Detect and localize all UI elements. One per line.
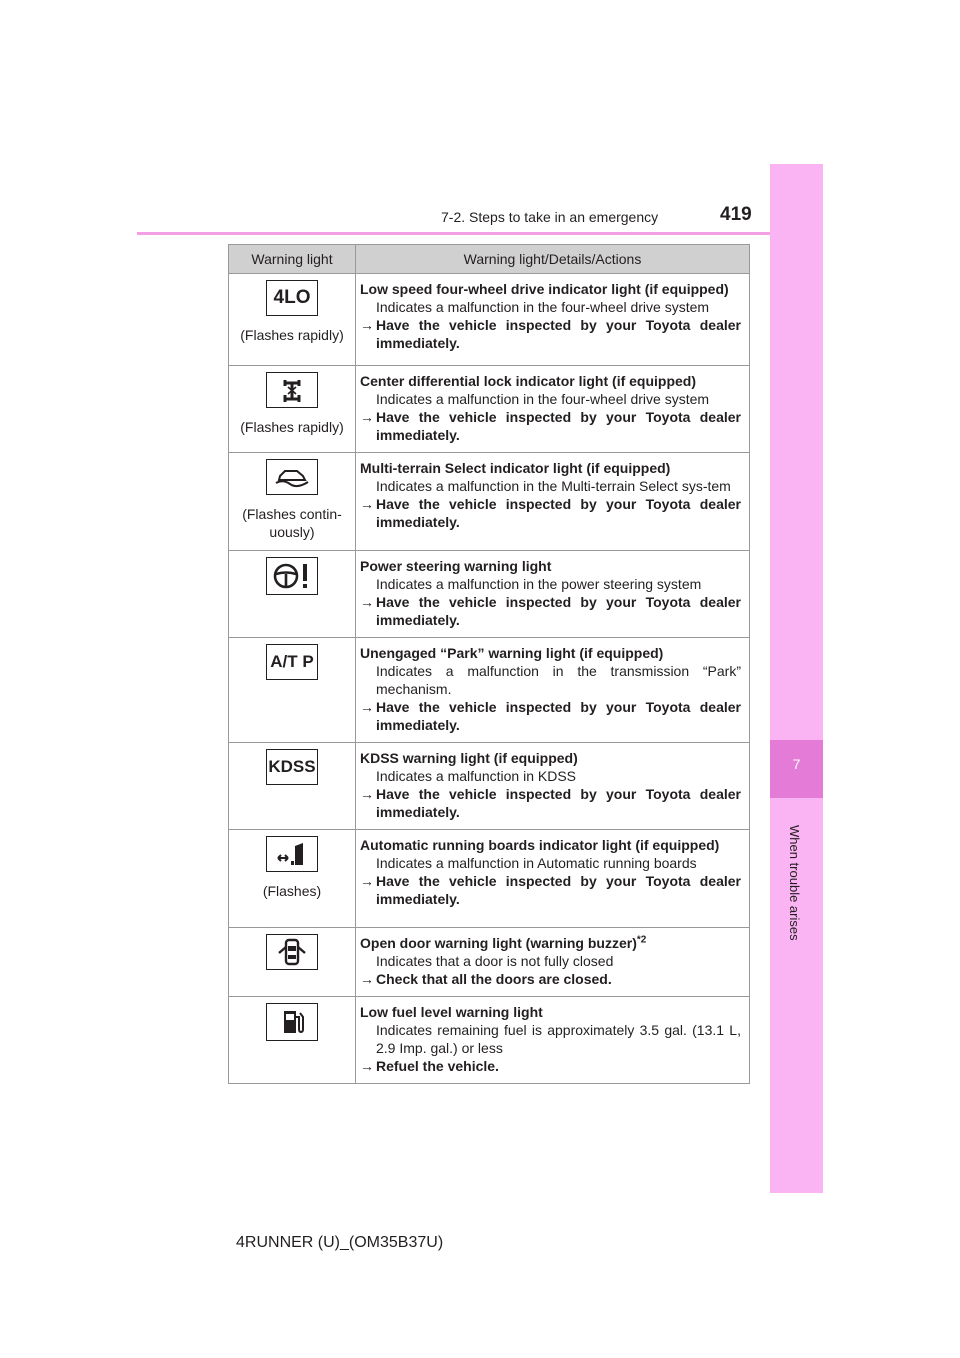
detail-cell — [356, 274, 750, 366]
header-rule — [137, 232, 823, 235]
icon-cell — [229, 830, 356, 928]
icon-note: (Flashes) — [262, 883, 322, 899]
row-title: Low fuel level warning light — [360, 1004, 543, 1020]
arrow-icon: → — [360, 1058, 374, 1074]
row-description: Indicates a malfunction in the Multi-terrain Select sys-tem — [376, 478, 731, 494]
footnote-marker: *2 — [636, 934, 647, 946]
icon-cell — [229, 638, 356, 743]
row-action: → Refuel the vehicle. — [360, 1058, 499, 1074]
row-action: → Have the vehicle inspected by your Toyota dealer immediately. — [360, 873, 741, 907]
icon-cell — [229, 743, 356, 830]
row-description: Indicates a malfunction in the power steering system — [376, 576, 702, 592]
table-row — [229, 366, 750, 453]
arrow-icon: → — [360, 786, 374, 802]
row-action: → Have the vehicle inspected by your Toyota dealer immediately. — [360, 699, 741, 733]
table-header-row — [229, 245, 750, 274]
arrow-icon: → — [360, 971, 374, 987]
kdss-icon: KDSS — [266, 749, 318, 785]
row-title: Open door warning light (warning buzzer)$^{*2}$ — [360, 934, 647, 951]
detail-cell — [356, 453, 750, 551]
table-row — [229, 638, 750, 743]
row-title: Unengaged “Park” warning light (if equipped) — [360, 645, 664, 661]
fuel-pump-glyph — [277, 1007, 307, 1037]
row-title: Automatic running boards indicator light (if equipped) — [360, 837, 720, 853]
multi-terrain-icon — [266, 459, 318, 495]
row-title: KDSS warning light (if equipped) — [360, 750, 578, 766]
open-door-glyph — [275, 937, 309, 967]
arrow-icon: → — [360, 496, 374, 512]
chapter-label: When trouble arises — [787, 825, 802, 941]
power-steering-icon — [266, 557, 318, 595]
icon-cell — [229, 551, 356, 638]
detail-cell — [356, 551, 750, 638]
table-row — [229, 830, 750, 928]
row-description: Indicates that a door is not fully closed — [376, 953, 614, 969]
row-description: Indicates a malfunction in Automatic running boards — [376, 855, 697, 871]
icon-cell — [229, 997, 356, 1084]
row-title: Center differential lock indicator light (if equipped) — [360, 373, 697, 389]
icon-note: (Flashes contin-uously) — [242, 506, 342, 540]
page-number: 419 — [720, 204, 752, 225]
4wd-low-icon: 4LO — [266, 280, 318, 316]
running-head: 7-2. Steps to take in an emergency — [441, 209, 659, 225]
table-row — [229, 928, 750, 997]
arrow-icon: → — [360, 317, 374, 333]
row-description: Indicates a malfunction in the four-wheel drive system — [376, 299, 710, 315]
running-boards-icon — [266, 836, 318, 872]
table-row — [229, 274, 750, 366]
row-action: → Have the vehicle inspected by your Toyota dealer immediately. — [360, 317, 741, 351]
chapter-number: 7 — [792, 756, 801, 772]
row-action: → Check that all the doors are closed. — [360, 971, 612, 987]
icon-note: (Flashes rapidly) — [240, 327, 344, 343]
detail-cell — [356, 830, 750, 928]
multi-terrain-glyph — [275, 466, 309, 488]
detail-cell — [356, 638, 750, 743]
arrow-icon: → — [360, 873, 374, 889]
table-row — [229, 551, 750, 638]
open-door-icon — [266, 934, 318, 970]
row-action: → Have the vehicle inspected by your Toyota dealer immediately. — [360, 786, 741, 820]
detail-cell — [356, 366, 750, 453]
row-description: Indicates a malfunction in the transmission “Park” mechanism. — [376, 663, 741, 697]
row-title: Low speed four-wheel drive indicator light (if equipped) — [360, 281, 729, 297]
power-steering-glyph — [272, 561, 312, 591]
arrow-icon: → — [360, 409, 374, 425]
detail-cell — [356, 928, 750, 997]
detail-cell — [356, 743, 750, 830]
row-description: Indicates a malfunction in the four-wheel drive system — [376, 391, 710, 407]
arrow-icon: → — [360, 594, 374, 610]
at-park-icon: A/T P — [266, 644, 318, 680]
row-title: Multi-terrain Select indicator light (if equipped) — [360, 460, 671, 476]
icon-cell — [229, 366, 356, 453]
row-action: → Have the vehicle inspected by your Toyota dealer immediately. — [360, 496, 741, 530]
center-diff-lock-icon — [266, 372, 318, 408]
table-row — [229, 743, 750, 830]
row-title: Power steering warning light — [360, 558, 552, 574]
icon-cell — [229, 274, 356, 366]
model-code-footer: 4RUNNER (U)_(OM35B37U) — [236, 1234, 444, 1251]
table-row — [229, 997, 750, 1084]
table-row — [229, 453, 750, 551]
running-boards-glyph — [275, 840, 309, 868]
column-header-light: Warning light — [229, 245, 356, 274]
icon-cell — [229, 928, 356, 997]
center-diff-lock-glyph — [277, 375, 307, 405]
row-description: Indicates remaining fuel is approximately 3.5 gal. (13.1 L, 2.9 Imp. gal.) or less — [376, 1022, 741, 1056]
warning-light-table — [228, 244, 750, 1084]
side-tab — [770, 164, 823, 1193]
column-header-details: Warning light/Details/Actions — [356, 245, 750, 274]
icon-note: (Flashes rapidly) — [240, 419, 344, 435]
arrow-icon: → — [360, 699, 374, 715]
detail-cell — [356, 997, 750, 1084]
row-description: Indicates a malfunction in KDSS — [376, 768, 576, 784]
fuel-icon — [266, 1003, 318, 1041]
row-action: → Have the vehicle inspected by your Toyota dealer immediately. — [360, 594, 741, 628]
row-action: → Have the vehicle inspected by your Toyota dealer immediately. — [360, 409, 741, 443]
icon-cell — [229, 453, 356, 551]
